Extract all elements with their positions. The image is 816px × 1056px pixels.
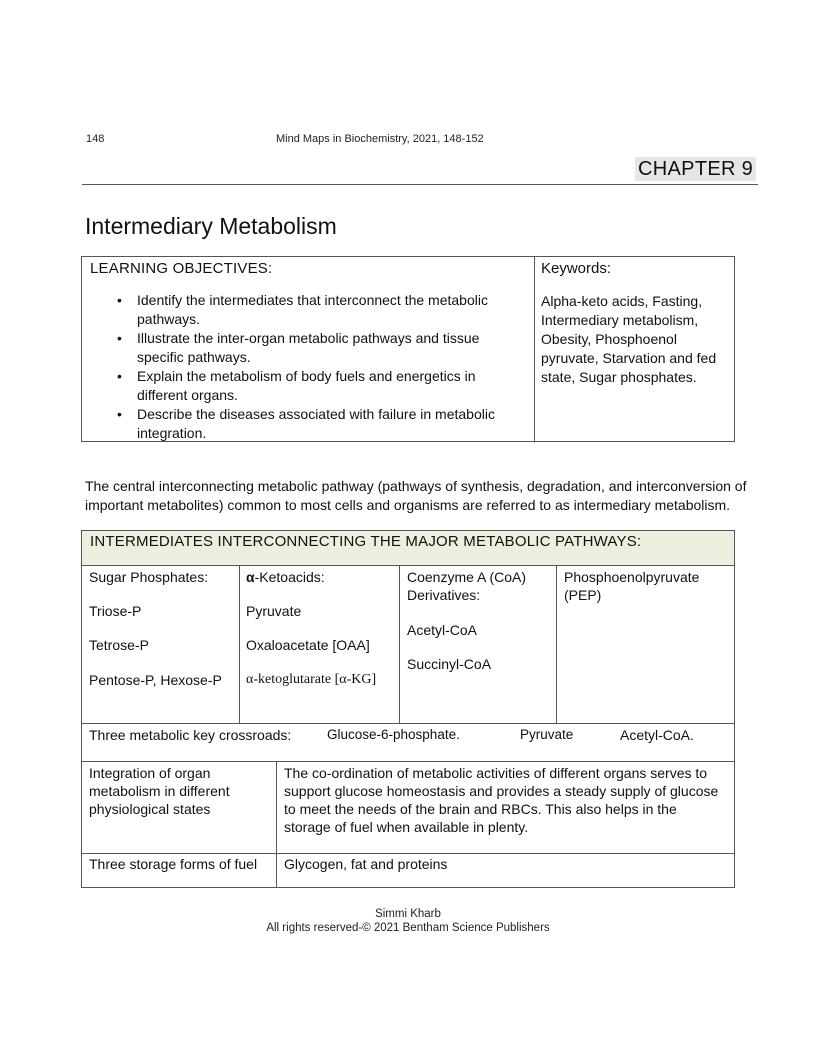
column-divider [239, 565, 240, 723]
keywords-heading: Keywords: [541, 260, 612, 277]
column-divider [276, 761, 277, 887]
storage-text: Glycogen, fat and proteins [284, 856, 448, 872]
ketoacid-item: Oxaloacetate [OAA] [246, 637, 370, 653]
keywords-box [534, 256, 735, 442]
footer-author: Simmi Kharb [375, 908, 441, 920]
sugar-phosphate-item: Tetrose-P [89, 637, 149, 653]
coa-derivatives-title: Coenzyme A (CoA) Derivatives: [407, 569, 527, 603]
ketoacid-item: Pyruvate [246, 603, 302, 619]
objective-item: • Identify the intermediates that interconnect the metabolic pathways. [117, 291, 517, 329]
row-divider [82, 723, 734, 724]
sugar-phosphates-title: Sugar Phosphates: [89, 569, 209, 585]
learning-objectives-heading: LEARNING OBJECTIVES: [90, 260, 273, 277]
row-divider [82, 853, 734, 854]
learning-objectives-list [117, 291, 517, 443]
integration-label: Integration of organ metabolism in different physiological states [89, 765, 230, 817]
integration-text: The co-ordination of metabolic activities of different organs serves to support glucose homeostasis and provides a steady supply of glucose to meet the needs of the brain and RBCs. This also helps in the storage of fuel when available in plenty. [284, 765, 719, 835]
ketoacids-title [246, 568, 325, 586]
crossroad-item: Glucose-6-phosphate. [327, 727, 460, 742]
intro-paragraph: The central interconnecting metabolic pathway (pathways of synthesis, degradation, and interconversion of important metabolites) common to most cells and organisms are referred to as intermediary metabolism. [85, 478, 747, 513]
learning-objectives-box [81, 256, 535, 442]
objective-item: • Explain the metabolism of body fuels and energetics in different organs. [117, 367, 517, 405]
ketoacids-title-text: -Ketoacids: [254, 569, 325, 585]
table-heading: INTERMEDIATES INTERCONNECTING THE MAJOR METABOLIC PATHWAYS: [90, 533, 642, 550]
crossroad-item: Acetyl-CoA. [620, 727, 694, 743]
column-divider [556, 565, 557, 723]
page-title: Intermediary Metabolism [85, 213, 337, 239]
objective-item: • Describe the diseases associated with failure in metabolic integration. [117, 405, 517, 443]
crossroad-item: Pyruvate [520, 727, 574, 742]
alpha-symbol: α [246, 569, 255, 585]
intermediates-table [81, 530, 735, 888]
pep-title: Phosphoenolpyruvate (PEP) [564, 569, 700, 603]
ketoacid-item: α-ketoglutarate [α-KG] [246, 672, 377, 687]
journal-citation: Mind Maps in Biochemistry, 2021, 148-152 [276, 133, 484, 145]
chapter-label: CHAPTER 9 [635, 157, 756, 181]
row-divider [82, 761, 734, 762]
footer-rights: All rights reserved-© 2021 Bentham Science Publishers [266, 922, 550, 934]
crossroads-label: Three metabolic key crossroads: [89, 727, 292, 743]
header-divider [82, 184, 758, 185]
coa-derivative-item: Succinyl-CoA [407, 656, 492, 672]
objective-item: • Illustrate the inter-organ metabolic pathways and tissue specific pathways. [117, 329, 517, 367]
coa-derivative-item: Acetyl-CoA [407, 622, 478, 638]
storage-label: Three storage forms of fuel [89, 856, 258, 872]
sugar-phosphate-item: Pentose-P, Hexose-P [89, 672, 222, 688]
table-heading-band [82, 531, 734, 566]
sugar-phosphate-item: Triose-P [89, 603, 142, 619]
column-divider [399, 565, 400, 723]
keywords-text: Alpha-keto acids, Fasting, Intermediary metabolism, Obesity, Phosphoenol pyruvate, Starvation and fed state, Sugar phosphates. [541, 293, 717, 385]
page-number: 148 [86, 133, 105, 145]
